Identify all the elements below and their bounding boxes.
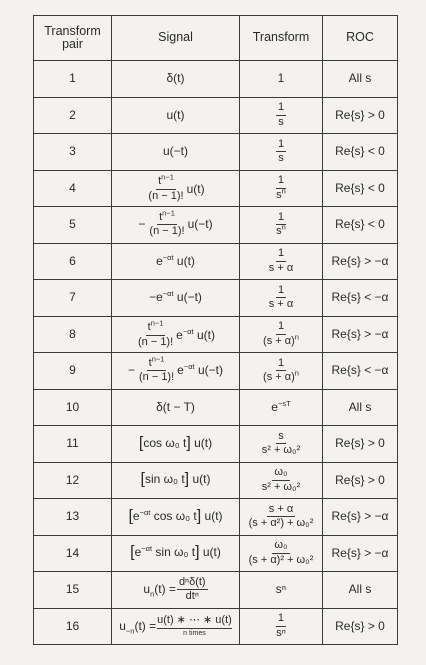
transform-fraction-denominator: s + α <box>268 261 294 274</box>
pair-number <box>34 535 112 572</box>
signal-cell <box>112 499 240 536</box>
transform-fraction <box>274 175 288 201</box>
signal-expression: u(t) <box>166 107 185 122</box>
transform-fraction <box>276 139 286 165</box>
roc-cell <box>323 61 398 98</box>
pair-number-value: 7 <box>69 290 76 305</box>
transform-fraction <box>261 321 301 347</box>
pair-number <box>34 499 112 536</box>
pair-number-value: 16 <box>65 618 80 633</box>
table-row <box>34 316 398 353</box>
signal-expression: [$e^{-\alpha t}$ cos ω₀ t] u(t) <box>128 507 223 525</box>
signal-convolution-terms: u(t) ∗ ⋯ ∗ u(t) <box>157 615 232 629</box>
pair-number <box>34 243 112 280</box>
pair-number <box>34 61 112 98</box>
signal-repeated-convolution <box>157 615 232 637</box>
transform-cell <box>240 170 323 207</box>
transform-cell <box>240 353 323 390</box>
signal-expression: $-e^{-\alpha t}$ u(−t) <box>149 289 202 305</box>
transform-cell <box>240 462 323 499</box>
transform-cell <box>240 316 323 353</box>
header-transform-pair-line2: pair <box>62 37 83 51</box>
transform-fraction <box>247 540 316 566</box>
transform-fraction-denominator: s <box>278 115 284 128</box>
pair-number-value: 6 <box>69 253 76 268</box>
signal-cell <box>112 134 240 171</box>
pair-number-value: 4 <box>69 180 76 195</box>
roc-value: Re{s} > −α <box>331 509 389 524</box>
signal-fraction-denominator: (n − 1)! <box>148 189 184 202</box>
signal-fraction-denominator: (n − 1)! <box>138 335 174 348</box>
pair-number-value: 8 <box>69 326 76 341</box>
roc-cell <box>323 207 398 244</box>
roc-value: Re{s} < 0 <box>335 180 385 195</box>
transform-cell <box>240 97 323 134</box>
signal-sign: − <box>127 363 135 378</box>
roc-cell <box>323 97 398 134</box>
roc-cell <box>323 243 398 280</box>
transform-fraction-numerator: 1 <box>276 285 286 299</box>
signal-cell <box>112 572 240 609</box>
transform-expression: 1 <box>277 71 285 86</box>
pair-number <box>34 207 112 244</box>
table-row <box>34 61 398 98</box>
transform-fraction <box>274 613 288 639</box>
header-transform-pair-line1: Transform <box>44 23 101 38</box>
roc-cell <box>323 389 398 426</box>
signal-lhs: $u_{-n}(t)$ = <box>119 618 157 636</box>
transform-fraction <box>261 358 301 384</box>
transform-fraction <box>260 431 303 457</box>
header-transform: Transform <box>240 16 323 61</box>
header-signal: Signal <box>112 16 240 61</box>
pair-number <box>34 608 112 645</box>
roc-cell <box>323 462 398 499</box>
table-body <box>34 61 398 645</box>
table-row <box>34 535 398 572</box>
transform-fraction-numerator: 1 <box>276 102 286 116</box>
pair-number <box>34 316 112 353</box>
roc-cell <box>323 280 398 317</box>
table-row <box>34 97 398 134</box>
signal-cell <box>112 389 240 426</box>
transform-fraction-denominator: (s + α²) + ω₀² <box>248 517 314 530</box>
roc-cell <box>323 572 398 609</box>
transform-fraction-numerator: 1 <box>276 175 286 189</box>
signal-expression: δ(t) <box>166 71 185 86</box>
roc-cell <box>323 316 398 353</box>
table-row <box>34 608 398 645</box>
roc-value: Re{s} < −α <box>331 290 389 305</box>
pair-number <box>34 170 112 207</box>
roc-cell <box>323 170 398 207</box>
roc-value: Re{s} > −α <box>331 326 389 341</box>
transform-cell <box>240 389 323 426</box>
transform-cell <box>240 243 323 280</box>
transform-fraction-denominator: s <box>278 152 284 165</box>
transform-fraction <box>274 212 288 238</box>
signal-fraction <box>137 354 176 384</box>
signal-fraction-numerator: $t^{n-1}$ <box>157 212 177 226</box>
roc-value: Re{s} > 0 <box>335 618 385 633</box>
laplace-transform-table <box>33 15 398 645</box>
table-header-row <box>34 16 398 61</box>
transform-fraction-numerator: ω₀ <box>272 467 289 481</box>
transform-fraction-denominator: $s^n$ <box>276 186 286 201</box>
roc-value: Re{s} < −α <box>331 363 389 378</box>
signal-cell <box>112 97 240 134</box>
signal-fraction-denominator: dtⁿ <box>185 590 199 603</box>
transform-fraction-numerator: s + α <box>267 504 295 518</box>
transform-fraction-numerator: 1 <box>276 358 286 372</box>
transform-fraction-numerator: 1 <box>276 212 286 226</box>
table-row <box>34 499 398 536</box>
pair-number-value: 10 <box>65 399 80 414</box>
roc-value: Re{s} > −α <box>331 253 389 268</box>
pair-number <box>34 134 112 171</box>
header-roc: ROC <box>323 16 398 61</box>
transform-cell <box>240 207 323 244</box>
pair-number <box>34 97 112 134</box>
transform-fraction <box>247 504 316 530</box>
pair-number-value: 14 <box>65 545 80 560</box>
transform-fraction-denominator: sⁿ <box>276 626 286 639</box>
transform-fraction-numerator: 1 <box>276 321 286 335</box>
pair-number-value: 12 <box>65 472 80 487</box>
transform-cell <box>240 61 323 98</box>
roc-cell <box>323 134 398 171</box>
signal-cell <box>112 462 240 499</box>
transform-cell <box>240 280 323 317</box>
roc-value: Re{s} < 0 <box>335 144 385 159</box>
signal-cell <box>112 426 240 463</box>
transform-fraction-denominator: $(s + \alpha)^n$ <box>263 332 299 347</box>
signal-fraction-denominator: (n − 1)! <box>139 371 175 384</box>
signal-cell <box>112 353 240 390</box>
pair-number-value: 9 <box>69 363 76 378</box>
signal-fraction-numerator: dⁿδ(t) <box>177 577 208 591</box>
roc-cell <box>323 353 398 390</box>
roc-value: Re{s} < 0 <box>335 217 385 232</box>
roc-value: All s <box>348 399 372 414</box>
transform-cell <box>240 608 323 645</box>
roc-value: Re{s} > 0 <box>335 436 385 451</box>
transform-fraction-numerator: ω₀ <box>272 540 289 554</box>
signal-cell <box>112 207 240 244</box>
transform-expression: $e^{-sT}$ <box>271 398 291 414</box>
signal-convolution-count: n times <box>183 629 206 637</box>
pair-number-value: 11 <box>66 436 79 451</box>
pair-number-value: 1 <box>69 71 76 86</box>
pair-number-value: 3 <box>69 144 76 159</box>
transform-cell <box>240 572 323 609</box>
roc-cell <box>323 535 398 572</box>
roc-value: Re{s} > −α <box>331 545 389 560</box>
roc-cell <box>323 426 398 463</box>
roc-cell <box>323 499 398 536</box>
signal-cell <box>112 535 240 572</box>
signal-cell <box>112 61 240 98</box>
header-transform-pair <box>34 16 112 61</box>
signal-fraction <box>146 172 185 202</box>
roc-value: All s <box>348 582 372 597</box>
table-row <box>34 426 398 463</box>
transform-cell <box>240 134 323 171</box>
table-row <box>34 462 398 499</box>
table-row <box>34 170 398 207</box>
signal-fraction-numerator: $t^{n-1}$ <box>156 176 176 190</box>
pair-number <box>34 353 112 390</box>
signal-expression: $e^{-\alpha t}$ u(t) <box>156 252 195 268</box>
roc-value: All s <box>348 71 372 86</box>
transform-fraction-numerator: s <box>276 431 286 445</box>
signal-cell <box>112 170 240 207</box>
transform-fraction <box>276 102 286 128</box>
table-row <box>34 207 398 244</box>
transform-fraction-numerator: 1 <box>276 139 286 153</box>
transform-cell <box>240 426 323 463</box>
pair-number-value: 13 <box>65 509 80 524</box>
roc-value: Re{s} > 0 <box>335 107 385 122</box>
table-row <box>34 134 398 171</box>
pair-number-value: 15 <box>65 582 80 597</box>
transform-fraction-denominator: s² + ω₀² <box>261 444 301 457</box>
pair-number <box>34 389 112 426</box>
signal-expression: [cos ω₀ t] u(t) <box>138 434 213 452</box>
signal-fraction-numerator: $t^{n-1}$ <box>146 322 166 336</box>
signal-sign: − <box>138 217 146 232</box>
transform-fraction-denominator: $(s + \alpha)^n$ <box>263 368 299 384</box>
signal-expression: [$e^{-\alpha t}$ sin ω₀ t] u(t) <box>130 543 221 561</box>
transform-fraction-denominator: s + α <box>268 298 294 311</box>
signal-cell <box>112 608 240 645</box>
pair-number <box>34 280 112 317</box>
signal-tail: $e^{-\alpha t}$ u(t) <box>176 326 215 342</box>
signal-tail: u(−t) <box>187 217 213 232</box>
signal-cell <box>112 316 240 353</box>
signal-fraction <box>177 577 208 603</box>
table-row <box>34 389 398 426</box>
transform-fraction-denominator: (s + α)² + ω₀² <box>248 553 314 566</box>
transform-fraction-numerator: 1 <box>276 248 286 262</box>
transform-fraction <box>267 285 295 311</box>
signal-expression: u(−t) <box>162 144 188 159</box>
signal-fraction <box>136 318 175 348</box>
signal-fraction-numerator: $t^{n-1}$ <box>147 358 167 372</box>
roc-cell <box>323 608 398 645</box>
pair-number-value: 2 <box>69 107 76 122</box>
transform-fraction <box>260 467 303 493</box>
signal-cell <box>112 280 240 317</box>
pair-number-value: 5 <box>69 217 76 232</box>
transform-fraction-denominator: s² + ω₀² <box>261 480 301 493</box>
signal-fraction-denominator: (n − 1)! <box>149 225 185 238</box>
transform-cell <box>240 535 323 572</box>
table-row <box>34 243 398 280</box>
transform-fraction-denominator: $s^n$ <box>276 222 286 238</box>
signal-expression: [sin ω₀ t] u(t) <box>140 470 211 488</box>
table-row <box>34 353 398 390</box>
table-row <box>34 572 398 609</box>
roc-value: Re{s} > 0 <box>335 472 385 487</box>
signal-fraction <box>147 208 186 238</box>
signal-lhs: $u_n(t)$ = <box>143 582 176 599</box>
pair-number <box>34 426 112 463</box>
signal-cell <box>112 243 240 280</box>
transform-expression: sⁿ <box>275 582 287 597</box>
transform-cell <box>240 499 323 536</box>
signal-tail: u(t) <box>186 181 205 196</box>
signal-expression: δ(t − T) <box>156 399 195 414</box>
signal-tail: $e^{-\alpha t}$ u(−t) <box>177 362 223 378</box>
pair-number <box>34 462 112 499</box>
table-row <box>34 280 398 317</box>
transform-fraction-numerator: 1 <box>276 613 286 627</box>
pair-number <box>34 572 112 609</box>
transform-fraction <box>267 248 295 274</box>
